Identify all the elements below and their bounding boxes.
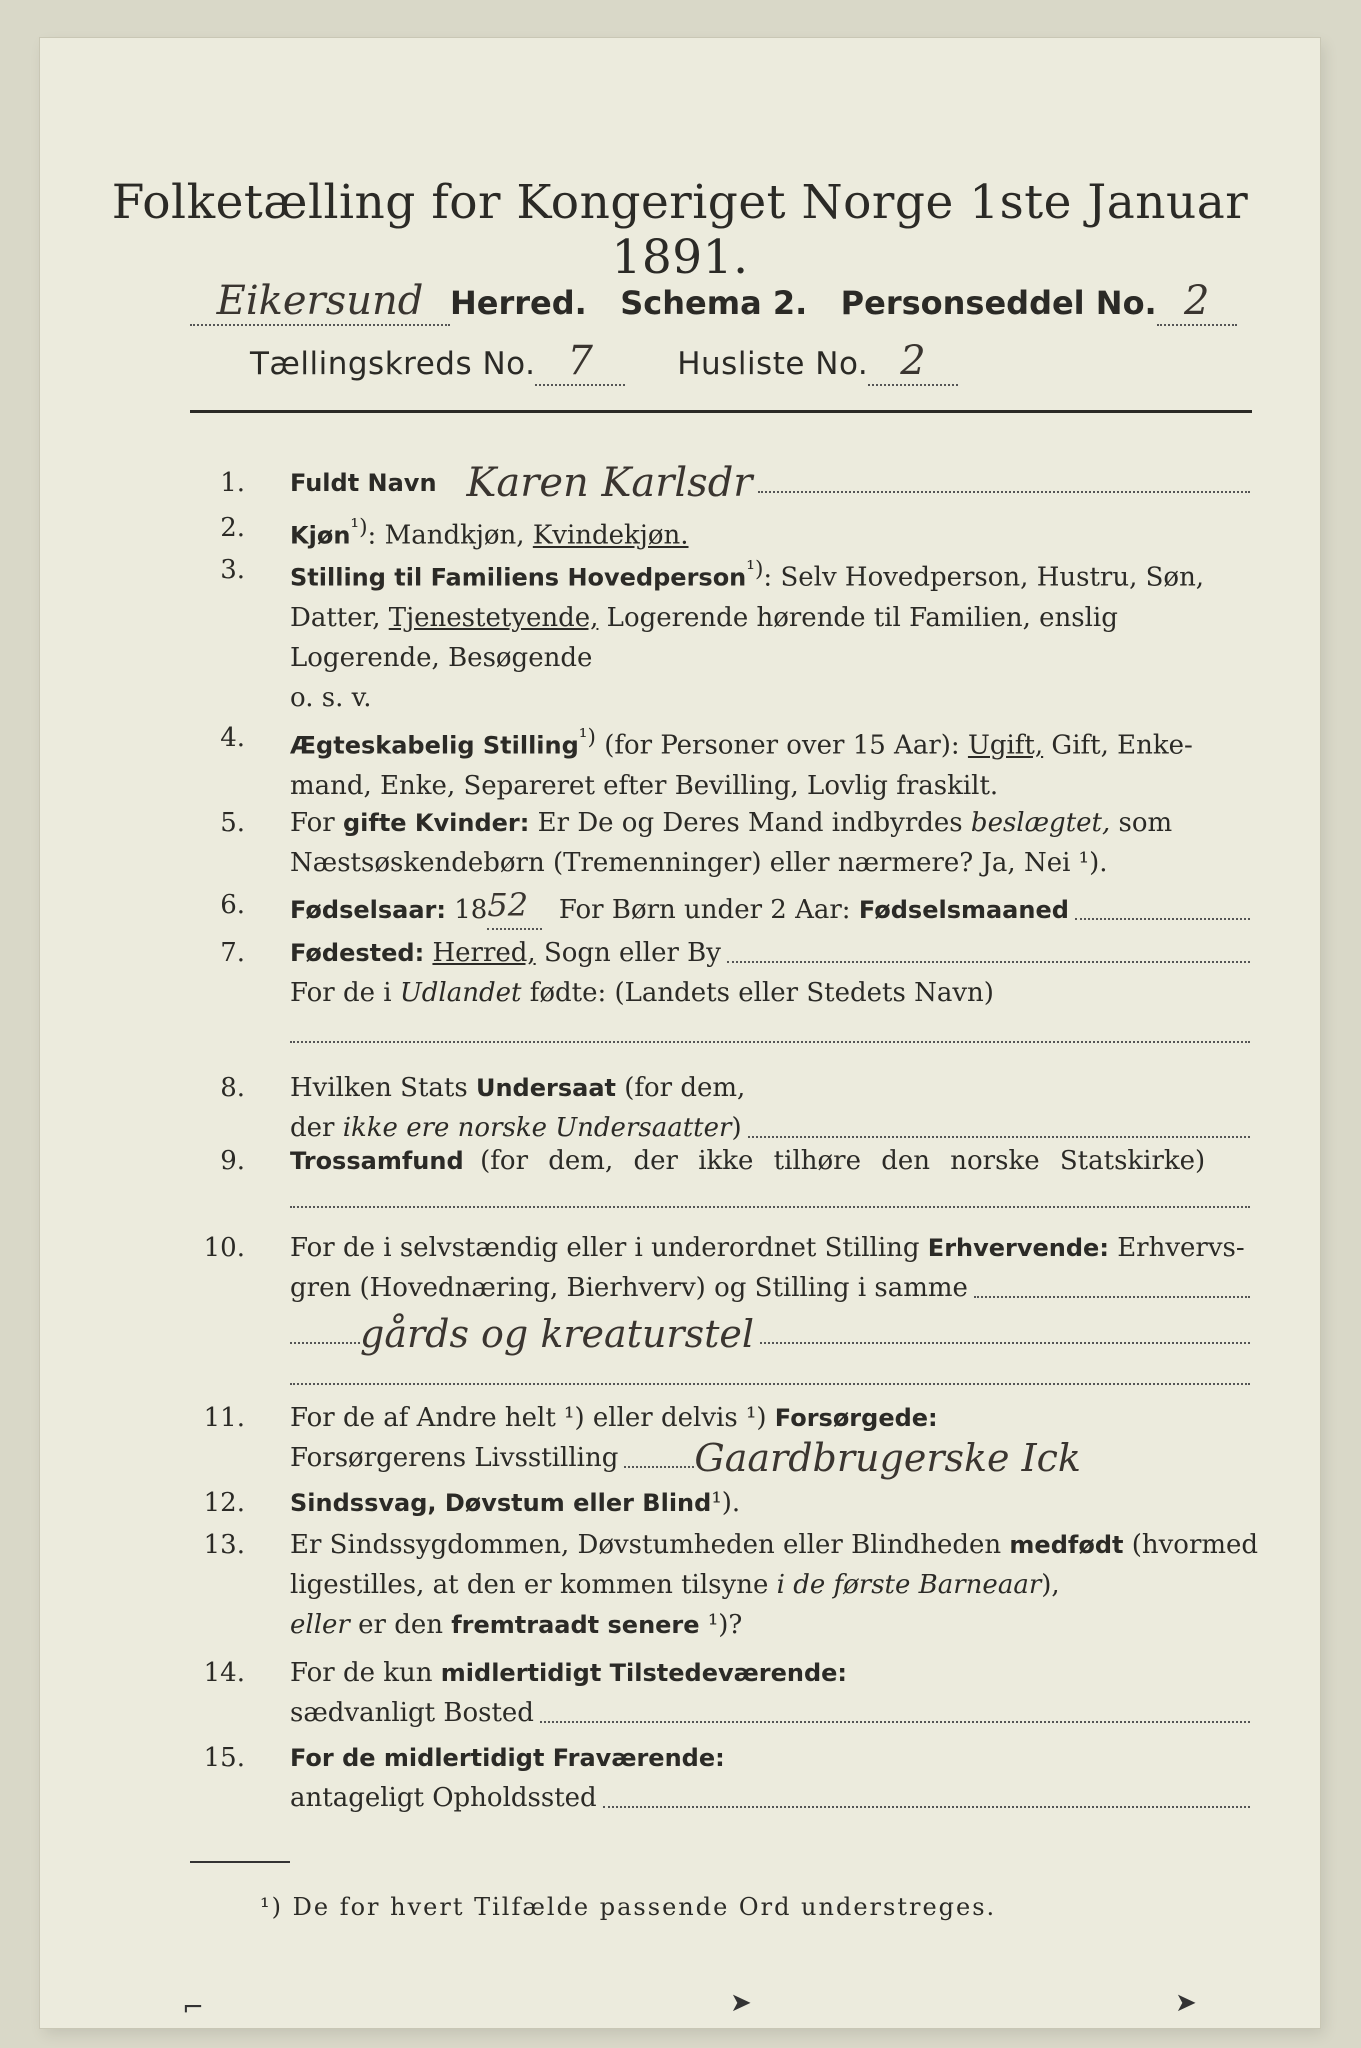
question-number: 2. <box>220 513 245 543</box>
husliste-value: 2 <box>900 338 927 384</box>
footnote: ¹) De for hvert Tilfælde passende Ord understreges. <box>260 1893 997 1921</box>
birthyear-label: Fødselsaar: <box>290 896 446 924</box>
form-title: Folketælling for Kongeriget Norge 1ste Januar 1891. <box>111 175 1249 285</box>
provider-label: Forsørgerens Livsstilling <box>290 1443 619 1473</box>
position-label: Stilling til Familiens Hovedperson <box>290 563 747 592</box>
congenital-close: ), <box>1041 1570 1060 1600</box>
question-1 <box>190 460 1250 513</box>
congenital-label: medfødt <box>1009 1531 1124 1559</box>
birthmonth-label: Fødselsmaaned <box>858 896 1069 924</box>
birthyear-value: 52 <box>487 886 529 924</box>
birthmonth-note: For Børn under 2 Aar: <box>558 895 851 925</box>
kinship-question-1b: som <box>1118 808 1173 838</box>
kreds-label: Tællingskreds No. <box>250 346 536 382</box>
footnote-divider <box>190 1861 290 1863</box>
support-label: Forsørgede: <box>774 1404 938 1432</box>
header-line-herred <box>190 278 1250 326</box>
citizenship-prefix: Hvilken Stats <box>290 1073 468 1103</box>
sex-options: : Mandkjøn, <box>367 520 525 551</box>
binding-mark: ➤ <box>730 1988 752 2018</box>
usual-residence-label: sædvanligt Bosted <box>290 1698 534 1728</box>
binding-mark: ➤ <box>1175 1988 1197 2018</box>
kinship-prefix: For <box>290 808 335 838</box>
marital-label: Ægteskabelig Stilling <box>290 731 579 760</box>
question-number: 10. <box>203 1233 245 1263</box>
personseddel-value: 2 <box>1183 278 1210 324</box>
disability-label: Sindssvag, Døvstum eller Blind <box>290 1489 712 1517</box>
position-options-2a: Datter, <box>290 602 381 633</box>
question-number: 6. <box>220 890 245 920</box>
marital-selected: Ugift, <box>967 730 1044 761</box>
occupation-prefix: For de i selvstændig eller i underordnet Stilling <box>290 1233 920 1263</box>
abroad-italic: Udlandet <box>399 978 522 1008</box>
birthplace-selected: Herred, <box>432 938 536 968</box>
birthplace-options: Sogn eller By <box>543 938 721 968</box>
position-options-4: o. s. v. <box>290 682 372 713</box>
congenital-question: Er Sindssygdommen, Døvstumheden eller Blindheden <box>290 1530 1002 1560</box>
marital-note: (for Personer over 15 Aar): <box>604 730 960 761</box>
support-prefix: For de af Andre helt ¹) eller delvis ¹) <box>290 1403 767 1433</box>
congenital-note-2: ligestilles, at den er kommen tilsyne <box>290 1570 769 1600</box>
birthplace-label: Fødested: <box>290 939 425 967</box>
congenital-italic: i de første Barneaar <box>776 1570 1042 1600</box>
question-number: 5. <box>220 808 245 838</box>
kinship-label: gifte Kvinder: <box>342 809 530 837</box>
footnote-mark: ¹) <box>350 515 368 540</box>
personseddel-label: Personseddel No. <box>840 284 1157 322</box>
blank-line <box>290 1041 1250 1043</box>
blank-line <box>290 1206 1250 1208</box>
occupation-note-2: gren (Hovednæring, Bierhverv) og Stilling i samme <box>290 1273 968 1303</box>
citizenship-prefix-2: der <box>290 1113 335 1143</box>
question-number: 1. <box>220 468 245 498</box>
full-name-label: Fuldt Navn <box>290 469 437 497</box>
footnote-mark: ¹). <box>711 1488 741 1518</box>
later-prefix: er den <box>358 1610 443 1640</box>
herred-label: Herred. <box>450 284 587 322</box>
husliste-label: Husliste No. <box>677 346 869 382</box>
later-mark: ¹)? <box>707 1610 743 1640</box>
question-number: 9. <box>220 1146 245 1176</box>
full-name-value: Karen Karlsdr <box>466 460 753 506</box>
occupation-value: gårds og kreaturstel <box>360 1312 754 1356</box>
citizenship-italic: ikke ere norske Undersaatter <box>342 1113 732 1143</box>
question-number: 7. <box>220 938 245 968</box>
question-number: 11. <box>203 1403 245 1433</box>
position-selected: Tjenestetyende, <box>388 602 599 633</box>
birthyear-prefix: 18 <box>454 895 488 925</box>
congenital-note: (hvormed <box>1131 1530 1259 1560</box>
footnote-mark: ¹) <box>578 725 596 750</box>
position-options-2b: Logerende hørende til Familien, enslig <box>606 602 1118 633</box>
sex-label: Kjøn <box>290 521 351 550</box>
temp-absent-label: For de midlertidigt Fraværende: <box>290 1744 725 1772</box>
question-number: 13. <box>203 1530 245 1560</box>
temp-present-prefix: For de kun <box>290 1658 433 1688</box>
probable-stay-label: antageligt Opholdssted <box>290 1783 597 1813</box>
occupation-note: Erhvervs- <box>1117 1233 1245 1263</box>
position-options-1: : Selv Hovedperson, Hustru, Søn, <box>763 562 1205 593</box>
later-italic: eller <box>290 1610 350 1640</box>
question-number: 14. <box>203 1658 245 1688</box>
kreds-value: 7 <box>567 338 594 384</box>
kinship-question-1: Er De og Deres Mand indbyrdes <box>537 808 963 838</box>
schema-label: Schema 2. <box>620 284 808 322</box>
citizenship-note: (for dem, <box>624 1073 746 1103</box>
census-form <box>40 38 1320 2028</box>
citizenship-close: ) <box>731 1113 742 1143</box>
marital-options-1: Gift, Enke- <box>1051 730 1193 761</box>
position-options-3: Logerende, Besøgende <box>290 642 593 673</box>
header-divider <box>190 410 1252 413</box>
herred-value: Eikersund <box>216 278 424 324</box>
footnote-mark: ¹) <box>746 557 764 582</box>
question-number: 15. <box>203 1743 245 1773</box>
kinship-question-2: Næstsøskendebørn (Tremenninger) eller nærmere? Ja, Nei ¹). <box>290 848 1108 878</box>
temp-present-label: midlertidigt Tilstedeværende: <box>440 1659 848 1687</box>
abroad-note: fødte: (Landets eller Stedets Navn) <box>529 978 994 1008</box>
question-number: 12. <box>203 1488 245 1518</box>
religion-label: Trossamfund <box>290 1147 464 1175</box>
occupation-label: Erhvervende: <box>927 1234 1109 1262</box>
later-label: fremtraadt senere <box>451 1611 700 1639</box>
kinship-italic: beslægtet, <box>970 808 1111 838</box>
provider-value: Gaardbrugerske Ick <box>694 1436 1081 1480</box>
religion-note: (for dem, der ikke tilhøre den norske Statskirke) <box>480 1146 1206 1176</box>
blank-line <box>290 1383 1250 1385</box>
question-number: 8. <box>220 1073 245 1103</box>
header-line-kreds <box>250 338 1150 386</box>
abroad-prefix: For de i <box>290 978 392 1008</box>
question-number: 4. <box>220 723 245 753</box>
question-number: 3. <box>220 555 245 585</box>
sex-selected: Kvindekjøn. <box>532 520 689 551</box>
citizenship-label: Undersaat <box>475 1074 616 1102</box>
binding-mark: ⌐ <box>182 1993 204 2023</box>
marital-options-2: mand, Enke, Separeret efter Bevilling, Lovlig fraskilt. <box>290 770 999 801</box>
